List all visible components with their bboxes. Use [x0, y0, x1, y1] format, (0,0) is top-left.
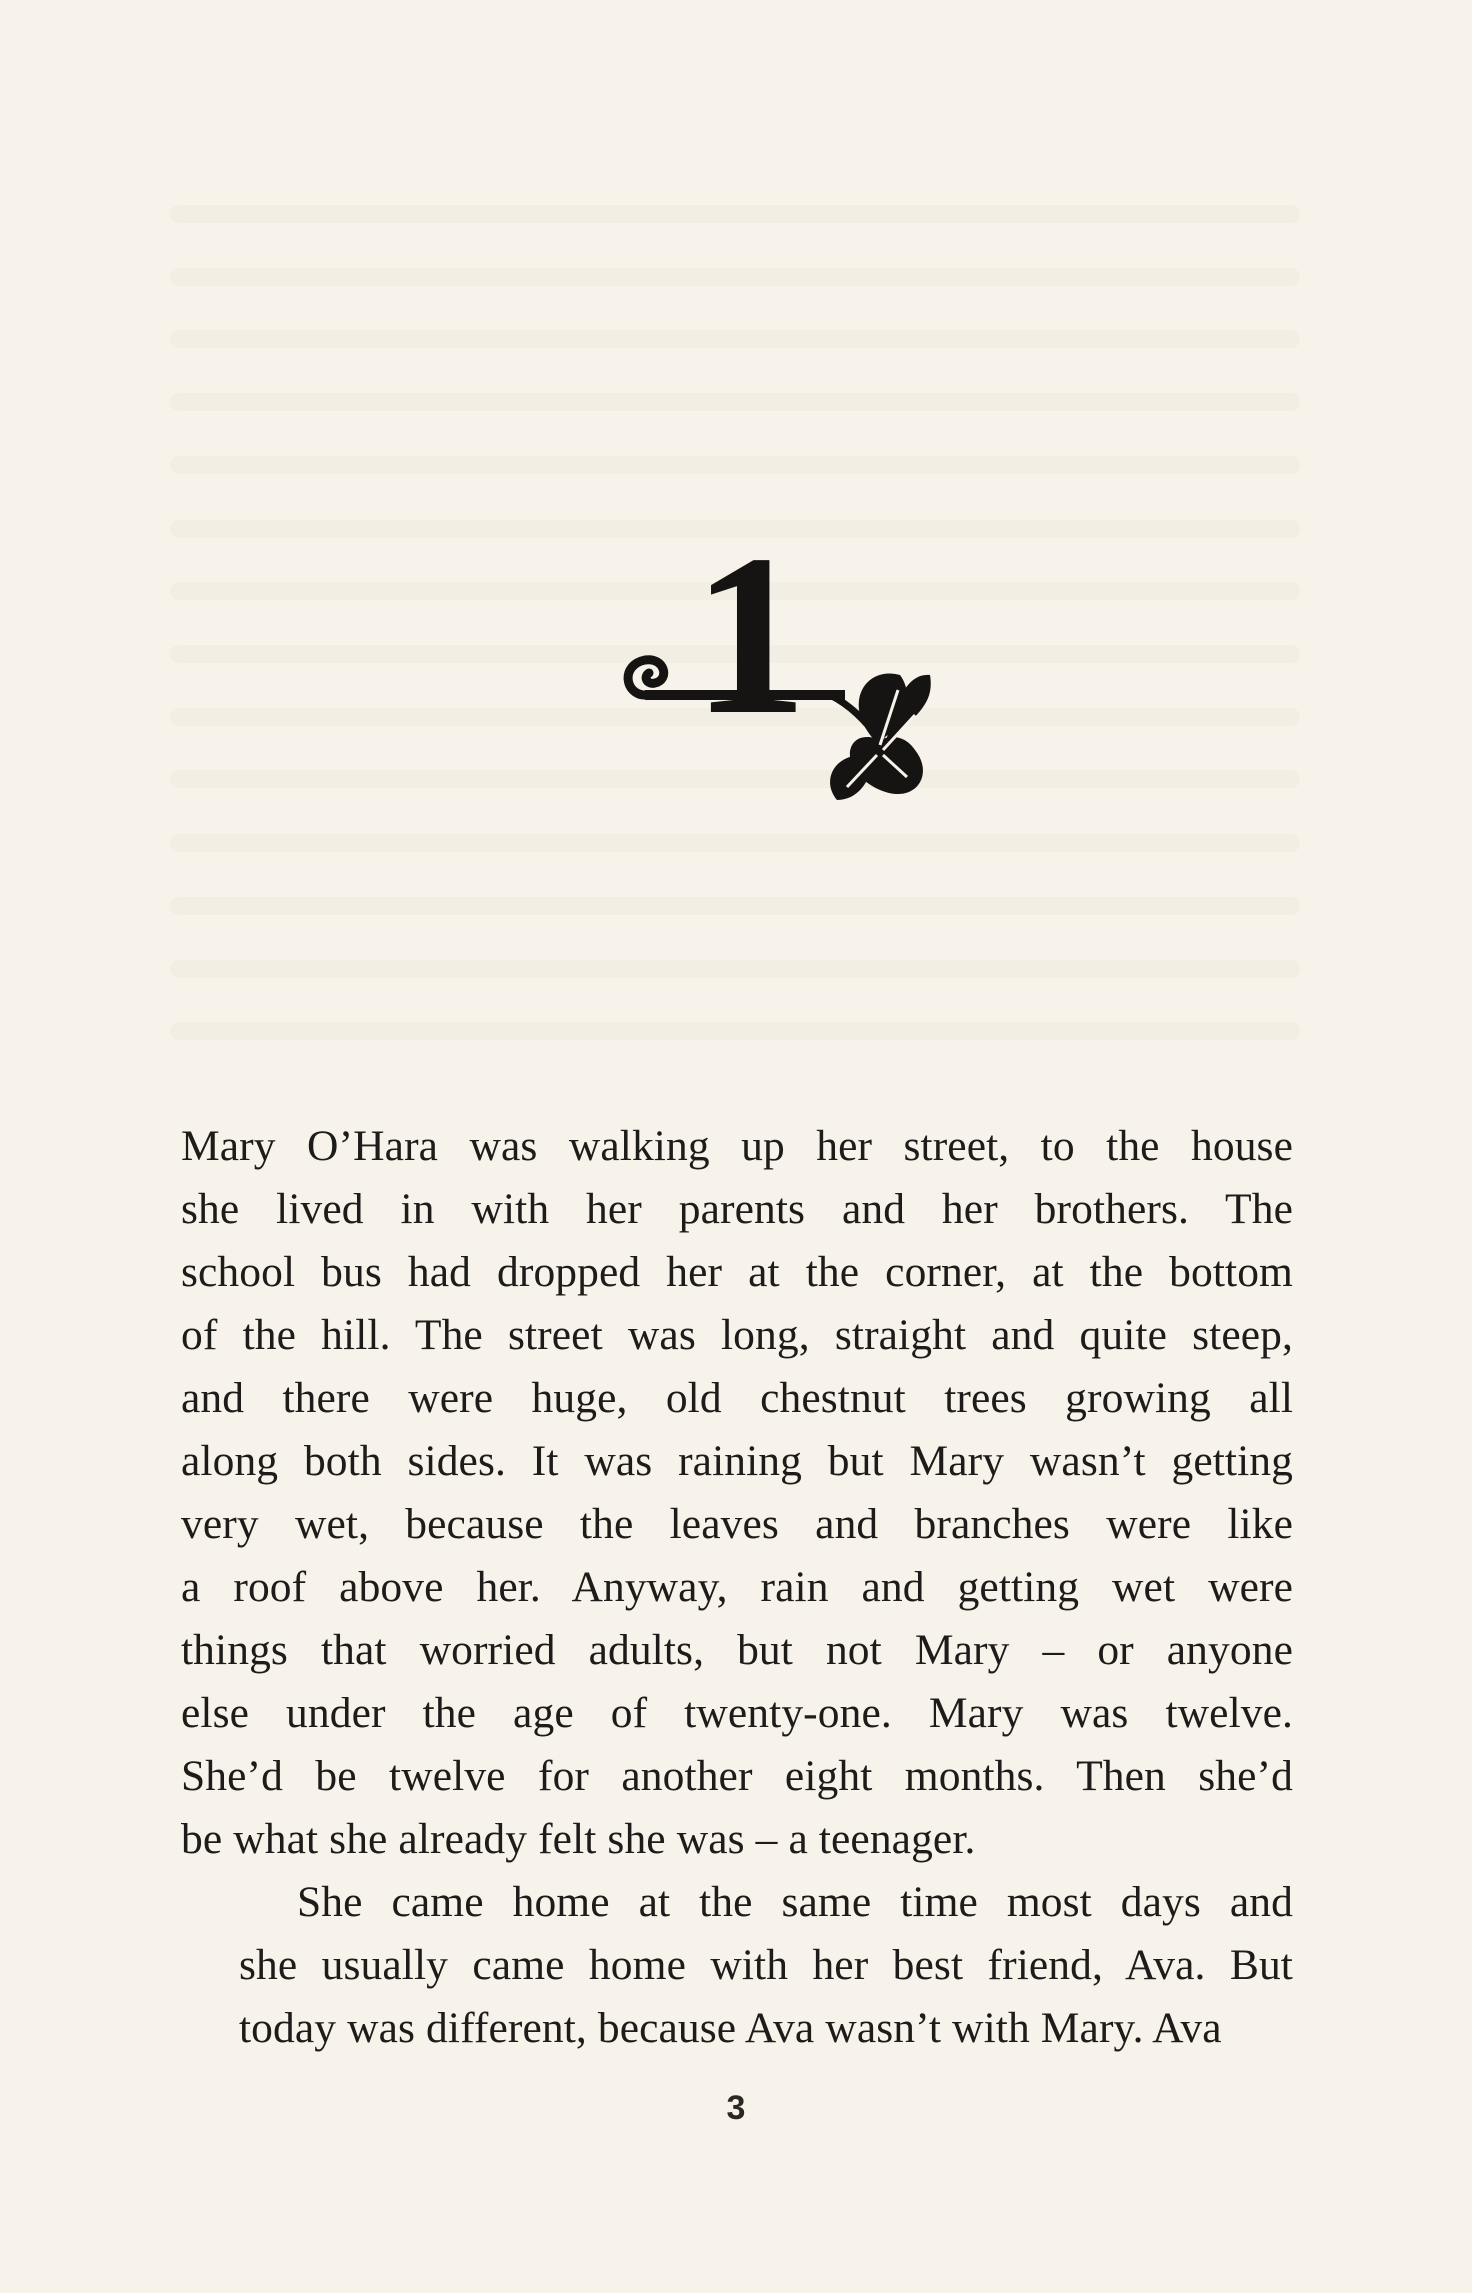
show-through-line [170, 456, 1300, 474]
text-line: very wet, because the leaves and branches were like [181, 1500, 1293, 1548]
page-number: 3 [726, 2089, 746, 2127]
text-line: She came home at the same time most days and [297, 1878, 1293, 1926]
text-line: and there were huge, old chestnut trees growing all [181, 1374, 1293, 1422]
text-line: she lived in with her parents and her brothers. The [181, 1185, 1293, 1233]
text-line: be what she already felt she was – a teenager. [181, 1815, 976, 1863]
text-line: of the hill. The street was long, straight and quite steep, [181, 1311, 1293, 1359]
paragraph [181, 1115, 1293, 1871]
show-through-line [170, 897, 1300, 915]
show-through-line [170, 834, 1300, 852]
text-line: else under the age of twenty-one. Mary was twelve. [181, 1689, 1293, 1737]
text-line: She’d be twelve for another eight months. Then she’d [181, 1752, 1293, 1800]
text-line: she usually came home with her best friend, Ava. But [239, 1941, 1293, 1989]
text-line: school bus had dropped her at the corner, at the bottom [181, 1248, 1293, 1296]
show-through-line [170, 330, 1300, 348]
leaf-ornament-icon [615, 555, 935, 835]
text-line: things that worried adults, but not Mary – or anyone [181, 1626, 1293, 1674]
chapter-body-text [181, 1115, 1293, 2060]
text-line: along both sides. It was raining but Mary wasn’t getting [181, 1437, 1293, 1485]
show-through-line [170, 960, 1300, 978]
show-through-line [170, 205, 1300, 223]
chapter-number: 1 [692, 507, 808, 762]
text-line: today was different, because Ava wasn’t with Mary. Ava [239, 2004, 1222, 2052]
show-through-line [170, 268, 1300, 286]
text-line: a roof above her. Anyway, rain and getting wet were [181, 1563, 1293, 1611]
show-through-line [170, 393, 1300, 411]
paragraph [181, 1871, 1293, 2060]
show-through-line [170, 1022, 1300, 1040]
text-line: Mary O’Hara was walking up her street, to the house [181, 1122, 1293, 1170]
